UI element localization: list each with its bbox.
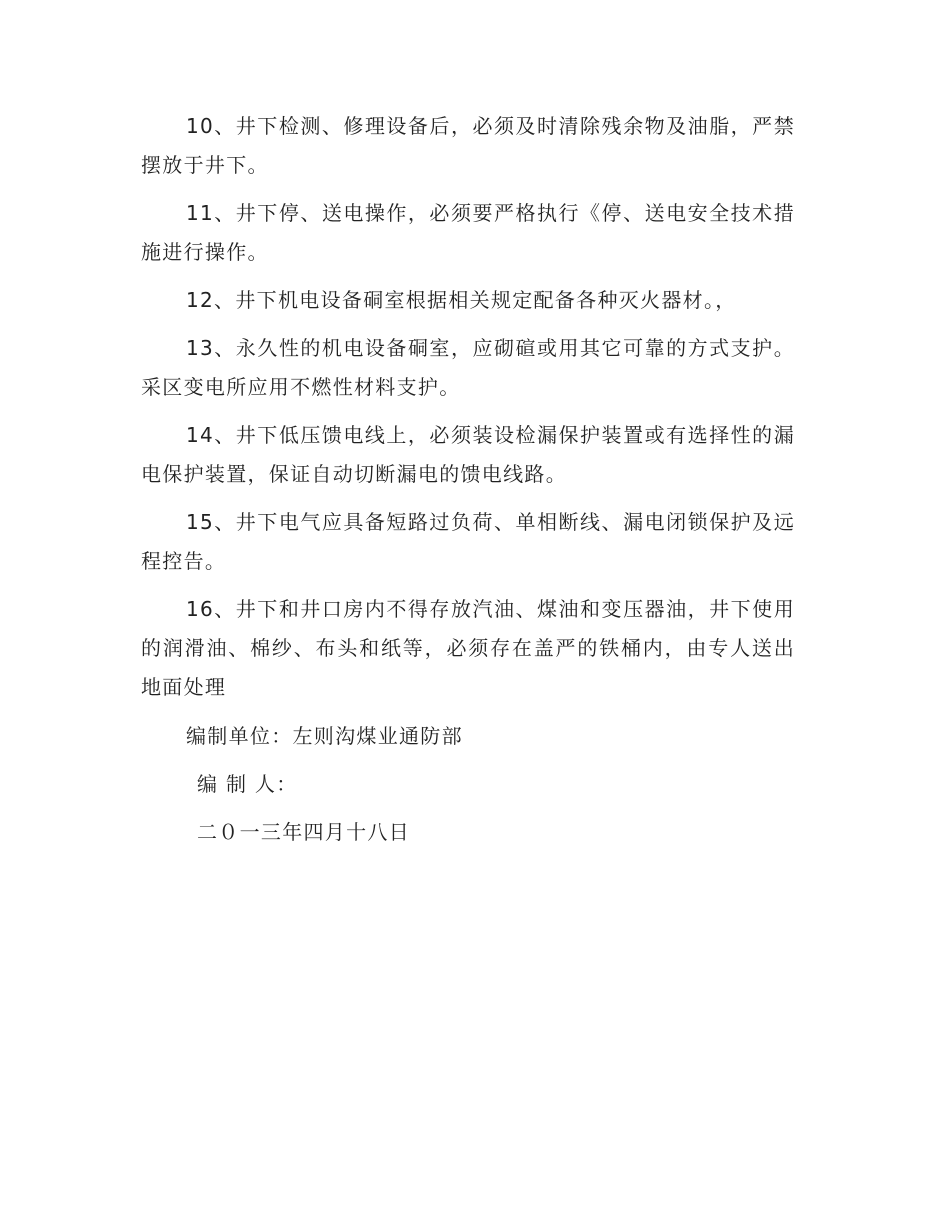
compiling-unit: 编制单位：左则沟煤业通防部 <box>186 724 463 748</box>
paragraph-15: 15、井下电气应具备短路过负荷、单相断线、漏电闭锁保护及远程控告。 <box>141 510 795 573</box>
document-body <box>141 107 795 852</box>
compiler: 编 制 人： <box>197 772 298 796</box>
compile-date: 二０一三年四月十八日 <box>197 820 410 844</box>
paragraph-13: 13、永久性的机电设备硐室，应砌碹或用其它可靠的方式支护。采区变电所应用不燃性材料支护。 <box>141 336 795 399</box>
paragraph-11: 11、井下停、送电操作，必须要严格执行《停、送电安全技术措施进行操作。 <box>141 201 795 264</box>
paragraph-12: 12、井下机电设备硐室根据相关规定配备各种灭火器材。， <box>186 288 737 312</box>
paragraph-14: 14、井下低压馈电线上，必须装设检漏保护装置或有选择性的漏电保护装置，保证自动切断漏电的馈电线路。 <box>141 423 795 486</box>
paragraph-16: 16、井下和井口房内不得存放汽油、煤油和变压器油，井下使用的润滑油、棉纱、布头和纸等，必须存在盖严的铁桶内，由专人送出地面处理 <box>141 597 795 699</box>
paragraph-10: 10、井下检测、修理设备后，必须及时清除残余物及油脂，严禁摆放于井下。 <box>141 114 795 177</box>
